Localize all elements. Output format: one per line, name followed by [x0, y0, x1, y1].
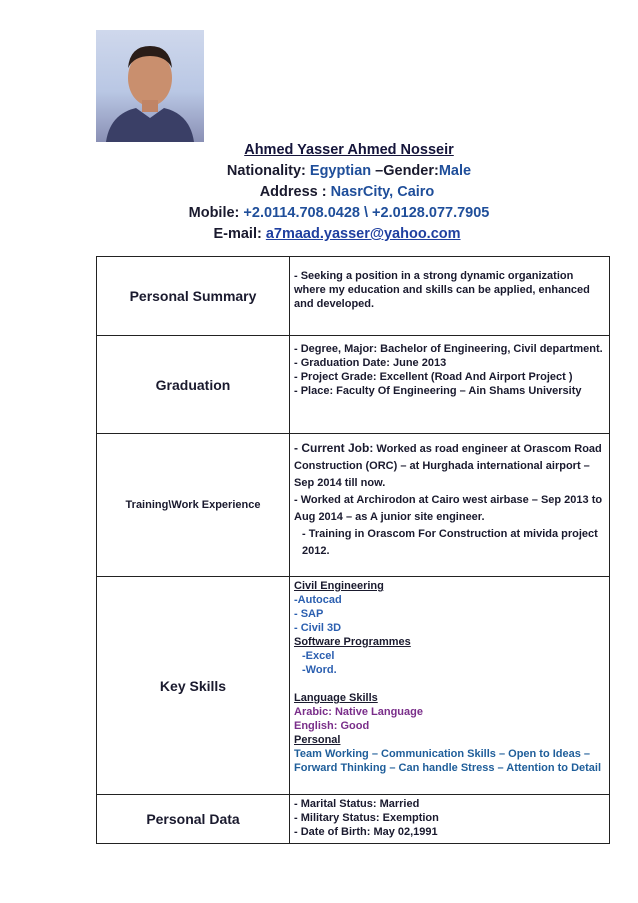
- email-line: [36, 224, 638, 245]
- header: [0, 140, 638, 245]
- gender-value: Male: [438, 163, 472, 179]
- graduation-label: Graduation: [97, 336, 290, 434]
- language-arabic: Arabic: Native Language: [294, 706, 423, 718]
- experience-content: [290, 434, 610, 577]
- skills-label: Key Skills: [97, 577, 290, 795]
- profile-photo: [96, 30, 204, 142]
- skills-row: [97, 577, 610, 795]
- experience-current-job: [294, 440, 605, 492]
- gender-label: –Gender:: [371, 163, 439, 179]
- personal-data-label: Personal Data: [97, 795, 290, 844]
- cv-table: [96, 256, 610, 844]
- skill-civil3d: - Civil 3D: [294, 622, 342, 634]
- nationality-label: Nationality:: [226, 163, 306, 179]
- skill-word: -Word.: [302, 664, 337, 676]
- current-job-text: Worked as road engineer at Orascom Road Construction (ORC) – at Hurghada international airport – Sep 2014 till now.: [294, 443, 602, 489]
- current-job-label: - Current Job:: [294, 441, 374, 455]
- skill-sap: - SAP: [294, 608, 324, 620]
- summary-text: [290, 257, 610, 336]
- summary-paragraph: - Seeking a position in a strong dynamic organization where my education and skills can be applied, enhanced and developed.: [294, 270, 590, 310]
- nationality-value: Egyptian: [309, 163, 372, 179]
- graduation-degree: - Degree, Major: Bachelor of Engineering, Civil department.: [294, 343, 603, 355]
- personal-data-content: [290, 795, 610, 844]
- skills-content: [290, 577, 610, 795]
- skill-excel: -Excel: [302, 650, 335, 662]
- skills-spacer: [294, 677, 605, 691]
- experience-training: - Training in Orascom For Construction at mivida project 2012.: [302, 528, 598, 557]
- email-label: E-mail:: [213, 226, 262, 242]
- candidate-name: Ahmed Yasser Ahmed Nosseir: [244, 142, 454, 158]
- mobile-line: [40, 203, 638, 224]
- summary-label: Personal Summary: [97, 257, 290, 336]
- mobile-label: Mobile:: [188, 205, 240, 221]
- skill-autocad: -Autocad: [294, 594, 342, 606]
- language-heading: Language Skills: [294, 692, 378, 704]
- experience-label: Training\Work Experience: [97, 434, 290, 577]
- address-label: Address :: [259, 184, 327, 200]
- graduation-date: - Graduation Date: June 2013: [294, 357, 447, 369]
- personal-skills-text: Team Working – Communication Skills – Open to Ideas – Forward Thinking – Can handle Stress – Attention to Detail: [294, 748, 602, 774]
- experience-archirodon: - Worked at Archirodon at Cairo west airbase – Sep 2013 to Aug 2014 – as A junior site engineer.: [294, 494, 603, 523]
- date-of-birth: - Date of Birth: May 02,1991: [294, 826, 438, 838]
- nationality-line: [60, 161, 638, 182]
- military-status: - Military Status: Exemption: [294, 812, 439, 824]
- civil-heading: Civil Engineering: [294, 580, 384, 592]
- personal-data-row: [97, 795, 610, 844]
- address-value: NasrCity, Cairo: [330, 184, 435, 200]
- personal-heading: Personal: [294, 734, 341, 746]
- graduation-content: [290, 336, 610, 434]
- address-line: [56, 182, 638, 203]
- summary-row: [97, 257, 610, 336]
- graduation-row: [97, 336, 610, 434]
- software-heading: Software Programmes: [294, 636, 411, 648]
- experience-row: [97, 434, 610, 577]
- graduation-place: - Place: Faculty Of Engineering – Ain Shams University: [294, 385, 582, 397]
- marital-status: - Marital Status: Married: [294, 798, 420, 810]
- email-link[interactable]: a7maad.yasser@yahoo.com: [265, 226, 461, 242]
- language-english: English: Good: [294, 720, 370, 732]
- mobile-value: +2.0114.708.0428 \ +2.0128.077.7905: [243, 205, 490, 221]
- graduation-project: - Project Grade: Excellent (Road And Airport Project ): [294, 371, 573, 383]
